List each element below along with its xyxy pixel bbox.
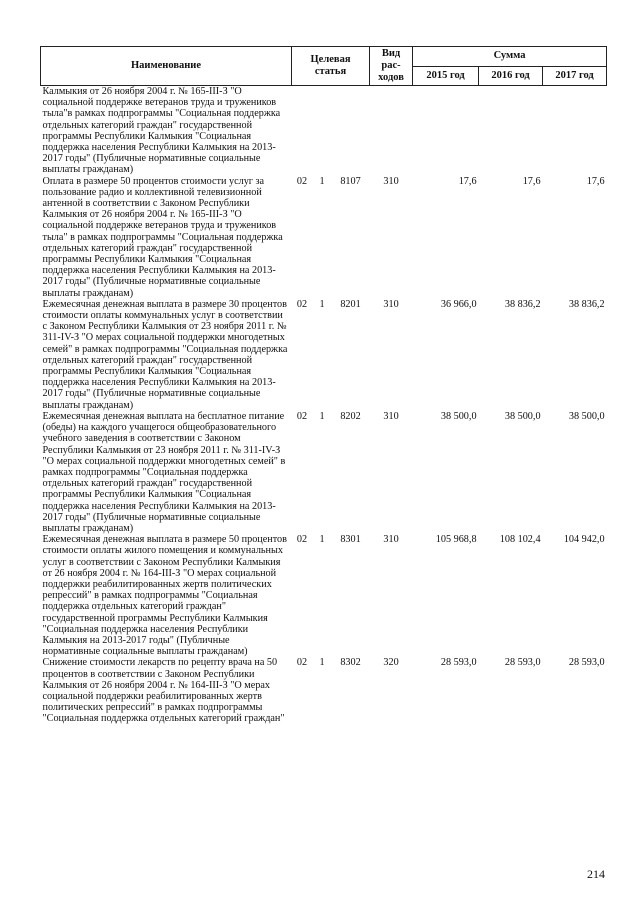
table-row-continuation bbox=[41, 86, 607, 176]
row-sum-2015: 17,6 bbox=[458, 175, 477, 187]
header-year-2016: 2016 год bbox=[479, 66, 543, 86]
page-number: 214 bbox=[587, 867, 605, 881]
row-sum-2016: 108 102,4 bbox=[499, 534, 541, 546]
row-sum-2015: 105 968,8 bbox=[435, 534, 477, 546]
row-sum-2015: 28 593,0 bbox=[440, 657, 477, 669]
row-code-1: 02 bbox=[296, 657, 308, 669]
table-row bbox=[41, 534, 607, 657]
row-code-3: 8201 bbox=[340, 298, 361, 310]
row-sum-2015: 36 966,0 bbox=[440, 298, 477, 310]
header-sum: Сумма bbox=[413, 47, 607, 67]
row-name: Ежемесячная денежная выплата в размере 50 процентов стоимости оплаты жилого помещения и коммунальных услуг в соответствии с Законом Республики Калмыкия от 26 ноября 2004 г. № 164-III-З "О мерах социальной поддержки реабилитированных жертв политических репрессий" в рамках подпрограммы "Социальная поддержка отдельных категорий граждан" государственной программы Республики Калмыкия "Социальная поддержка населения Республики Калмыкия на 2013-2017 годы" (Публичные нормативные социальные выплаты гражданам) bbox=[42, 534, 287, 658]
row-code-2: 1 bbox=[319, 298, 325, 310]
header-name: Наименование bbox=[41, 47, 292, 86]
row-code-3: 8302 bbox=[340, 657, 361, 669]
row-code-3: 8202 bbox=[340, 410, 361, 422]
row-code-2: 1 bbox=[319, 175, 325, 187]
row-sum-2016: 38 500,0 bbox=[504, 410, 541, 422]
row-name: Снижение стоимости лекарств по рецепту врача на 50 процентов в соответствии с Законом Республики Калмыкия от 26 ноября 2004 г. № 164-III-З "О мерах социальной поддержки реабилитированных жертв политических репрессий" в рамках подпрограммы "Социальная поддержка отдельных категорий граждан" bbox=[42, 657, 285, 725]
row-sum-2017: 28 593,0 bbox=[568, 657, 605, 669]
row-name: Ежемесячная денежная выплата на бесплатное питание (обеды) на каждого учащегося общеобразовательного учебного заведения в соответствии с Законом Республики Калмыкия от 23 ноября 2011 г. № 311-IV-З "О мерах социальной поддержки многодетных семей" в рамках подпрограммы "Социальная поддержка отдельных категорий граждан" государственной программы Республики Калмыкия "Социальная поддержка населения Республики Калмыкия на 2013-2017 годы" (Публичные нормативные социальные выплаты гражданам) bbox=[42, 410, 286, 534]
table-row bbox=[41, 299, 607, 411]
header-expense-kind: Вид рас-ходов bbox=[370, 47, 413, 86]
row-code-1: 02 bbox=[296, 175, 308, 187]
header-year-2017: 2017 год bbox=[543, 66, 607, 86]
row-code-3: 8301 bbox=[340, 534, 361, 546]
row-code-2: 1 bbox=[319, 657, 325, 669]
row-sum-2017: 104 942,0 bbox=[563, 534, 605, 546]
row-sum-2017: 38 836,2 bbox=[568, 298, 605, 310]
table-row bbox=[41, 657, 607, 724]
budget-table-page bbox=[40, 46, 606, 725]
row-sum-2017: 17,6 bbox=[586, 175, 605, 187]
row-expense-kind: 310 bbox=[383, 175, 399, 187]
row-expense-kind: 320 bbox=[383, 657, 399, 669]
row-sum-2015: 38 500,0 bbox=[440, 410, 477, 422]
table-header-row bbox=[41, 47, 607, 67]
row-code-3: 8107 bbox=[340, 175, 361, 187]
row-code-2: 1 bbox=[319, 534, 325, 546]
row-code-2: 1 bbox=[319, 410, 325, 422]
table-row bbox=[41, 411, 607, 534]
row-sum-2016: 17,6 bbox=[522, 175, 541, 187]
row-code-1: 02 bbox=[296, 410, 308, 422]
budget-table bbox=[40, 46, 607, 725]
row-sum-2016: 38 836,2 bbox=[504, 298, 541, 310]
row-name: Калмыкия от 26 ноября 2004 г. № 165-III-З "О социальной поддержке ветеранов труда и тружеников тыла"в рамках подпрограммы "Социальная поддержка отдельных категорий граждан" государственной программы Республики Калмыкия "Социальная поддержка населения Республики Калмыкия на 2013-2017 годы" (Публичные нормативные социальные выплаты гражданам) bbox=[42, 86, 281, 176]
header-target-article: Целевая статья bbox=[292, 47, 370, 86]
row-expense-kind: 310 bbox=[383, 298, 399, 310]
row-sum-2016: 28 593,0 bbox=[504, 657, 541, 669]
row-code-1: 02 bbox=[296, 534, 308, 546]
row-code-1: 02 bbox=[296, 298, 308, 310]
row-expense-kind: 310 bbox=[383, 410, 399, 422]
header-year-2015: 2015 год bbox=[413, 66, 479, 86]
row-name: Ежемесячная денежная выплата в размере 30 процентов стоимости оплаты коммунальных услуг в соответствии с Законом Республики Калмыкия от 23 ноября 2011 г. № 311-IV-З "О мерах социальной поддержки многодетных семей" в рамках подпрограммы "Социальная поддержка отдельных категорий граждан" государственной программы Республики Калмыкия "Социальная поддержка населения Республики Калмыкия на 2013-2017 годы" (Публичные нормативные социальные выплаты гражданам) bbox=[42, 298, 288, 411]
table-row bbox=[41, 176, 607, 299]
row-expense-kind: 310 bbox=[383, 534, 399, 546]
row-sum-2017: 38 500,0 bbox=[568, 410, 605, 422]
row-name: Оплата в размере 50 процентов стоимости услуг за пользование радио и коллективной телевизионной антенной в соответствии с Законом Республики Калмыкия от 26 ноября 2004 г. № 165-III-З "О социальной поддержке ветеранов труда и тружеников тыла" в рамках подпрограммы "Социальная поддержка отдельных категорий граждан" государственной программы Республики Калмыкия "Социальная поддержка населения Республики Калмыкия на 2013-2017 годы" (Публичные нормативные социальные выплаты гражданам) bbox=[42, 175, 283, 299]
